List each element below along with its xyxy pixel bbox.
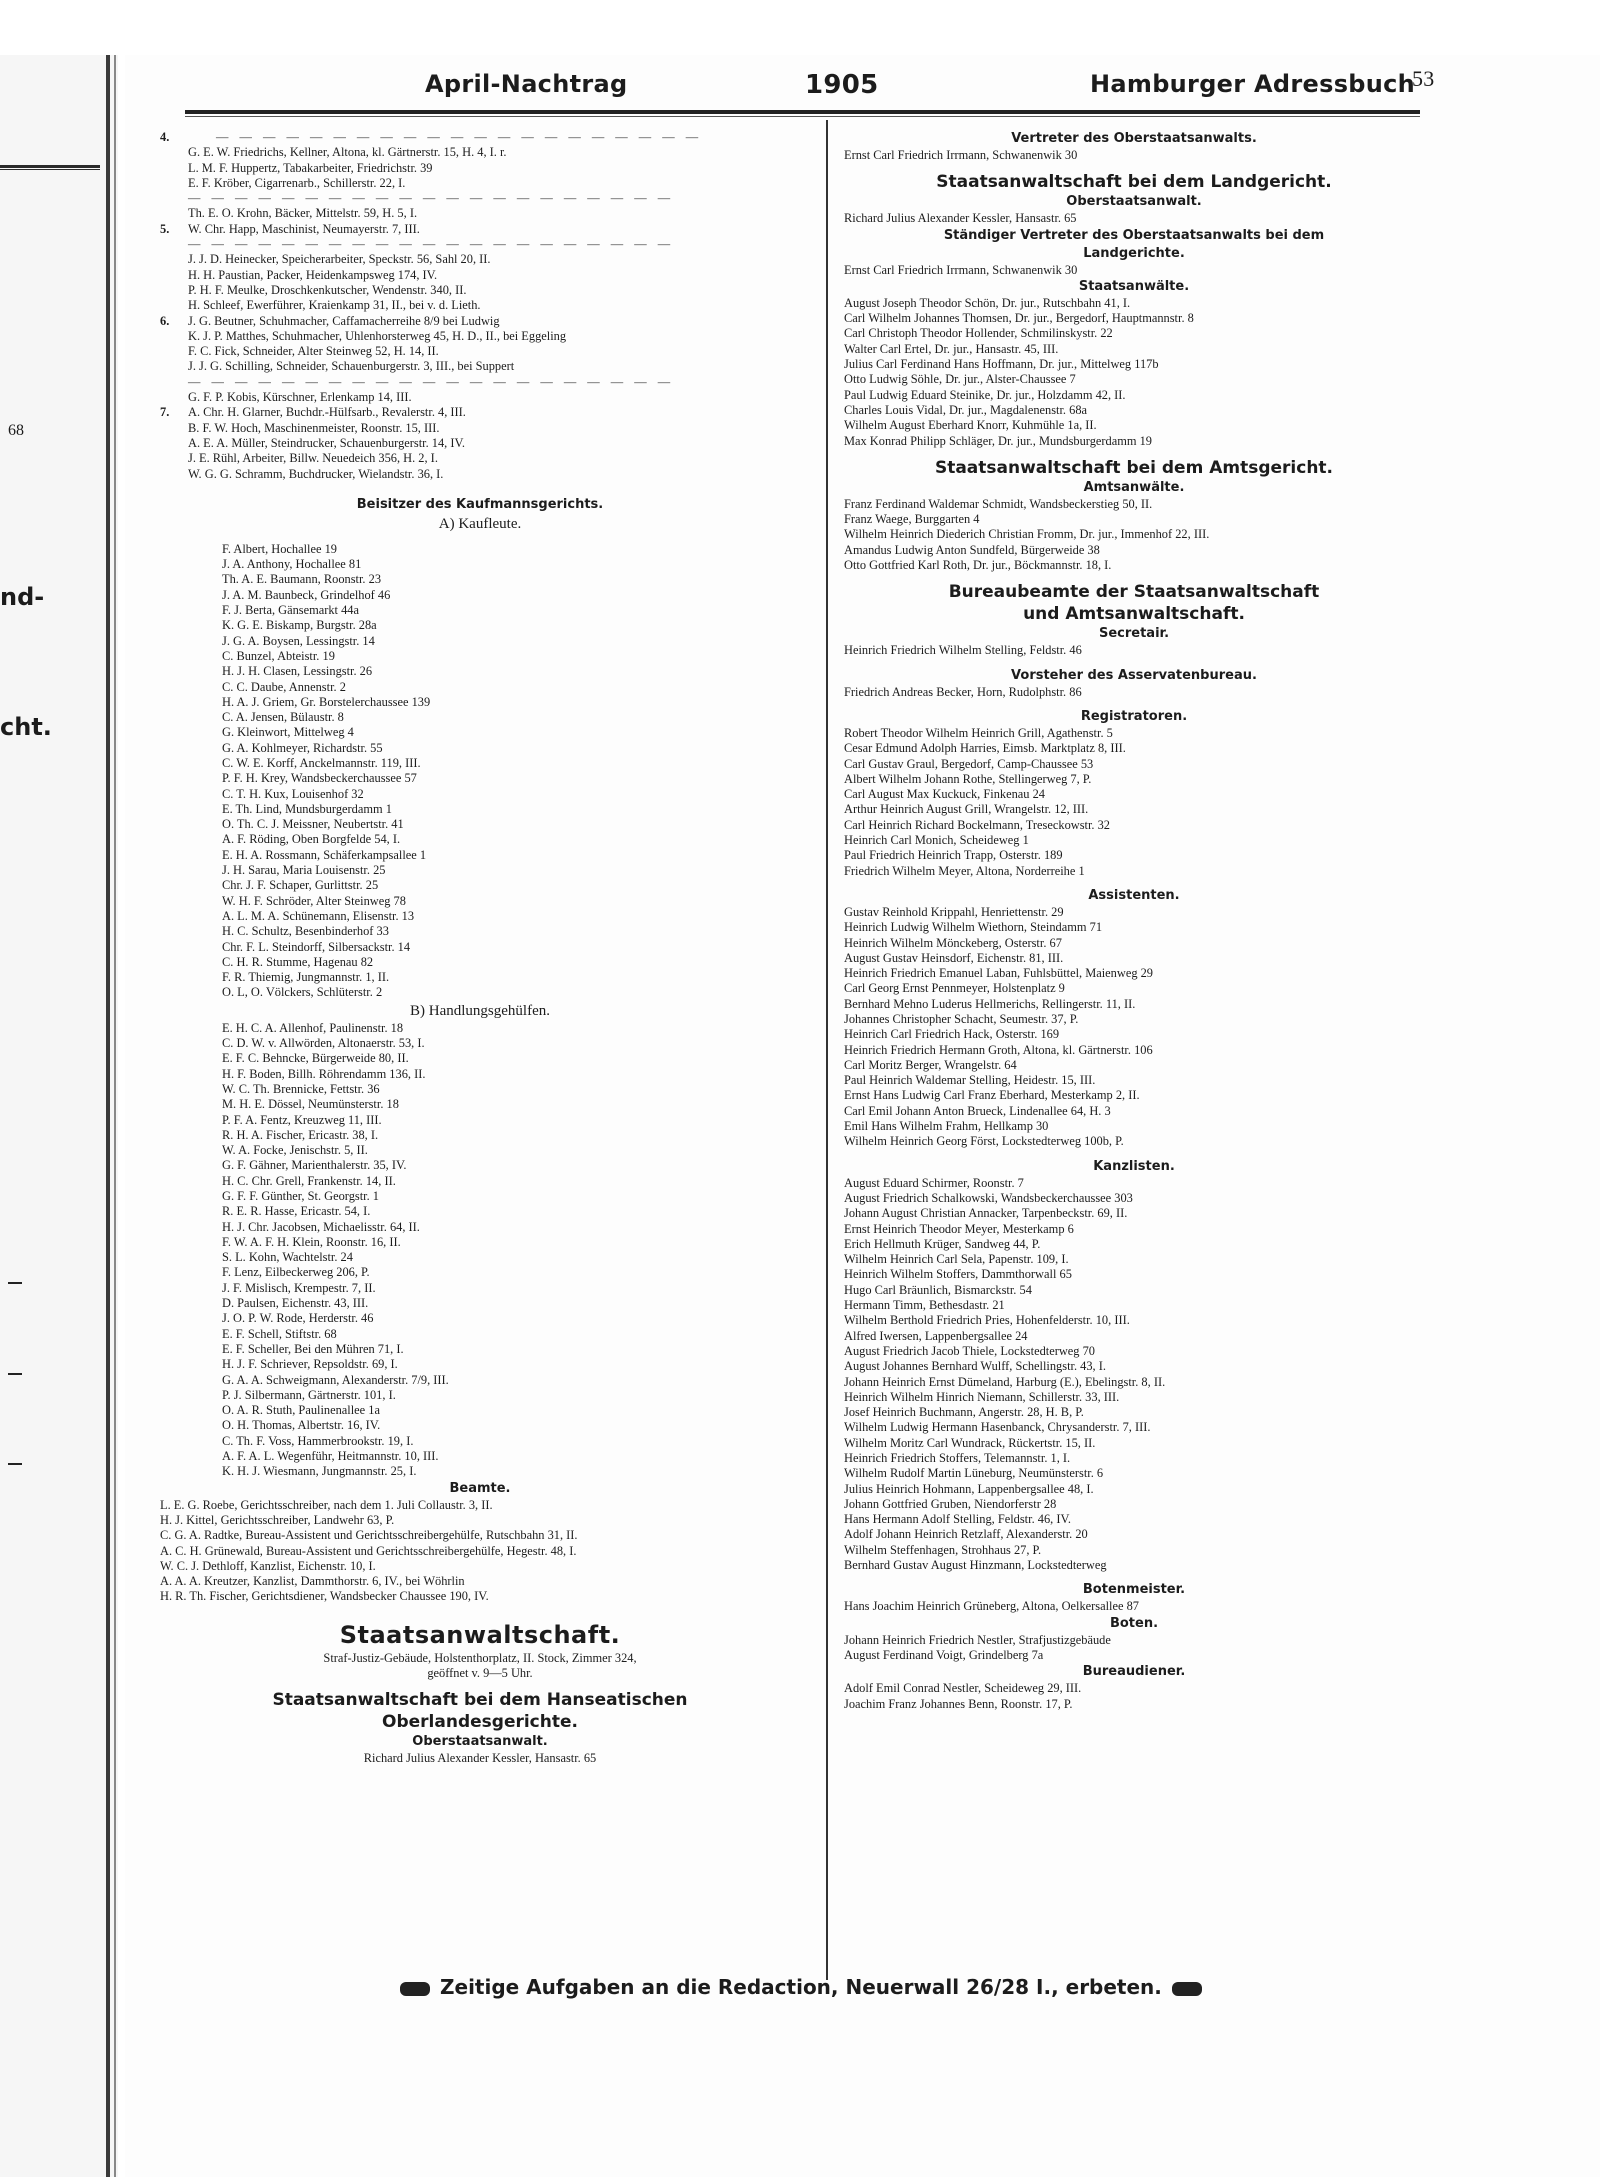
list-item: Adolf Johann Heinrich Retzlaff, Alexanderstr. 20 (844, 1527, 1088, 1542)
list-item: F. Lenz, Eilbeckerweg 206, P. (222, 1265, 370, 1280)
section-heading: Beisitzer des Kaufmannsgerichts. (356, 496, 604, 512)
column-divider (826, 120, 828, 1980)
list-item: G. F. Gähner, Marienthalerstr. 35, IV. (222, 1158, 407, 1173)
page-number: 53 (1412, 66, 1435, 91)
list-item: Heinrich Ludwig Wilhelm Wiethorn, Steindamm 71 (844, 920, 1103, 935)
group-dashes: 4. — — — — — — — — — — — — — — — — — — — — — (160, 130, 703, 144)
list-item: O. L, O. Völckers, Schlüterstr. 2 (222, 985, 383, 1000)
list-item: Heinrich Friedrich Stoffers, Telemannstr. 1, I. (844, 1451, 1071, 1465)
list-item: August Friedrich Jacob Thiele, Lockstedterweg 70 (844, 1343, 1095, 1358)
list (844, 726, 1424, 879)
list-item: G. E. W. Friedrichs, Kellner, Altona, kl. Gärtnerstr. 15, H. 4, I. r. (188, 145, 507, 160)
subsection-heading: Assistenten. (1088, 887, 1180, 903)
left-column (160, 130, 800, 1767)
list-item: C. Bunzel, Abteistr. 19 (222, 648, 335, 663)
list-item: Heinrich Friedrich Emanuel Laban, Fuhlsbüttel, Maienweg 29 (844, 966, 1153, 981)
list-item: H. C. Schultz, Besenbinderhof 33 (222, 924, 389, 939)
list-item: A. E. A. Müller, Steindrucker, Schauenburgerstr. 14, IV. (188, 435, 465, 450)
list-item: Paul Ludwig Eduard Steinike, Dr. jur., Holzdamm 42, II. (844, 387, 1126, 402)
group-number: 7. (160, 405, 170, 420)
separator-dashes: — — — — — — — — — — — — — — — — — — — — — (188, 374, 675, 389)
strip-dash (8, 1282, 22, 1284)
list-item: C. C. Daube, Annenstr. 2 (222, 679, 346, 694)
list-item: Heinrich Wilhelm Mönckeberg, Osterstr. 67 (844, 935, 1062, 950)
list-item: F. W. A. F. H. Klein, Roonstr. 16, II. (222, 1234, 401, 1249)
list-item: Wilhelm August Eberhard Knorr, Kuhmühle 1a, II. (844, 418, 1097, 433)
list-item: Wilhelm Rudolf Martin Lüneburg, Neumünsterstr. 6 (844, 1466, 1104, 1481)
list-item: F. Albert, Hochallee 19 (222, 541, 337, 556)
list-item: Wilhelm Heinrich Georg Först, Lockstedterweg 100b, P. (844, 1134, 1124, 1149)
list-item: H. H. Paustian, Packer, Heidenkampsweg 174, IV. (188, 267, 438, 282)
list-item: Emil Hans Wilhelm Frahm, Hellkamp 30 (844, 1119, 1049, 1134)
pointing-hand-icon (1172, 1982, 1202, 1996)
subsection-heading: Kanzlisten. (1093, 1158, 1175, 1174)
list-item: W. A. Focke, Jenischstr. 5, II. (222, 1143, 368, 1158)
subsection-heading: Boten. (1109, 1615, 1159, 1631)
subsection-heading: Landgerichte. (1083, 245, 1185, 261)
section-heading: Oberlandesgerichte. (382, 1712, 578, 1733)
list (844, 296, 1424, 449)
list-item: August Gustav Heinsdorf, Eichenstr. 81, III. (844, 950, 1064, 965)
list-item: Julius Carl Ferdinand Hans Hoffmann, Dr. jur., Mittelweg 117b (844, 357, 1159, 372)
list-item: B. F. W. Hoch, Maschinenmeister, Roonstr. 15, III. (188, 420, 440, 435)
subsection-heading: Botenmeister. (1082, 1582, 1186, 1598)
list-item: W. C. Th. Brennicke, Fettstr. 36 (222, 1081, 380, 1096)
list-item: August Eduard Schirmer, Roonstr. 7 (844, 1175, 1024, 1190)
list-item: Wilhelm Berthold Friedrich Pries, Hohenfelderstr. 10, III. (844, 1313, 1130, 1328)
list (844, 263, 1424, 278)
list-item: O. Th. C. J. Meissner, Neubertstr. 41 (222, 817, 404, 832)
list-item: Erich Hellmuth Krüger, Sandweg 44, P. (844, 1236, 1041, 1251)
header-rule (185, 116, 1420, 117)
subsection-heading: A) Kaufleute. (438, 515, 522, 532)
section-heading: Staatsanwaltschaft bei dem Landgericht. (936, 172, 1332, 193)
list-item: L. M. F. Huppertz, Tabakarbeiter, Friedrichstr. 39 (188, 160, 433, 175)
list-item: Joachim Franz Johannes Benn, Roonstr. 17, P. (844, 1696, 1073, 1711)
list-item: M. H. E. Dössel, Neumünsterstr. 18 (222, 1097, 399, 1112)
subsection-heading: B) Handlungsgehülfen. (410, 1002, 550, 1019)
list-item: A. F. Röding, Oben Borgfelde 54, I. (222, 832, 401, 847)
subsection-heading: Oberstaatsanwalt. (412, 1734, 548, 1750)
section-heading: Staatsanwaltschaft bei dem Hanseatischen (272, 1690, 688, 1711)
list-item: J. G. A. Boysen, Lessingstr. 14 (222, 633, 375, 648)
list-item: Gustav Reinhold Krippahl, Henriettenstr. 29 (844, 904, 1064, 919)
list (844, 1176, 1424, 1574)
list-item: Bernhard Mehno Luderus Hellmerichs, Rellingerstr. 11, II. (844, 996, 1136, 1011)
strip-dash (8, 1463, 22, 1465)
list (844, 1599, 1424, 1614)
list (844, 1633, 1424, 1664)
list-item: K. J. P. Matthes, Schuhmacher, Uhlenhorsterweg 45, H. D., II., bei Eggeling (188, 328, 567, 343)
list-item: Robert Theodor Wilhelm Heinrich Grill, Agathenstr. 5 (844, 725, 1113, 740)
strip-number: 68 (8, 422, 24, 439)
list-item: Johannes Christopher Schacht, Seumestr. 37, P. (844, 1011, 1079, 1026)
list-item: G. F. F. Günther, St. Georgstr. 1 (222, 1189, 379, 1203)
list-item: Carl Moritz Berger, Wrangelstr. 64 (844, 1057, 1017, 1072)
list-item: H. J. F. Schriever, Repsoldstr. 69, I. (222, 1357, 398, 1372)
list-item: W. C. J. Dethloff, Kanzlist, Eichenstr. 10, I. (160, 1558, 376, 1573)
list-item: Wilhelm Heinrich Carl Sela, Papenstr. 109, I. (844, 1252, 1069, 1267)
list-item: H. C. Chr. Grell, Frankenstr. 14, II. (222, 1173, 396, 1188)
list-item: Wilhelm Heinrich Diederich Christian Fromm, Dr. jur., Immenhof 22, III. (844, 527, 1210, 542)
list-item: A. F. A. L. Wegenführ, Heitmannstr. 10, III. (222, 1449, 439, 1464)
list-item: Carl August Max Kuckuck, Finkenau 24 (844, 787, 1045, 802)
list-item: Paul Friedrich Heinrich Trapp, Osterstr. 189 (844, 848, 1063, 863)
list-item: Johann Gottfried Gruben, Niendorferstr 28 (844, 1496, 1057, 1511)
list-item: Hugo Carl Bräunlich, Bismarckstr. 54 (844, 1282, 1032, 1297)
list-item: Heinrich Friedrich Hermann Groth, Altona, kl. Gärtnerstr. 106 (844, 1042, 1153, 1057)
list-item: J. A. M. Baunbeck, Grindelhof 46 (222, 587, 391, 602)
list-item: Chr. J. F. Schaper, Gurlittstr. 25 (222, 878, 379, 893)
list-item: J. J. D. Heinecker, Speicherarbeiter, Speckstr. 56, Sahl 20, II. (188, 252, 491, 267)
list-item: Josef Heinrich Buchmann, Angerstr. 28, H. B, P. (844, 1405, 1084, 1420)
list-item: A. A. A. Kreutzer, Kanzlist, Dammthorstr. 6, IV., bei Wöhrlin (160, 1574, 465, 1589)
subsection-heading: Staatsanwälte. (1078, 278, 1190, 294)
list-item: C. Th. F. Voss, Hammerbrookstr. 19, I. (222, 1433, 414, 1448)
subsection-heading: Ständiger Vertreter des Oberstaatsanwalts bei dem (943, 227, 1325, 243)
list-item: Johann Heinrich Ernst Dümeland, Harburg (E.), Ebelingstr. 8, II. (844, 1374, 1166, 1389)
list-item: Carl Georg Ernst Pennmeyer, Holstenplatz 9 (844, 981, 1065, 996)
list-item: J. J. G. Schilling, Schneider, Schauenburgerstr. 3, III., bei Suppert (188, 359, 515, 374)
list-item: August Ferdinand Voigt, Grindelberg 7a (844, 1647, 1044, 1662)
list-item: H. J. Kittel, Gerichtsschreiber, Landwehr 63, P. (160, 1512, 395, 1527)
list-item: Heinrich Wilhelm Stoffers, Dammthorwall 65 (844, 1267, 1072, 1282)
list-item: C. G. A. Radtke, Bureau-Assistent und Gerichtsschreibergehülfe, Rutschbahn 31, II. (160, 1528, 578, 1543)
subsection-heading: Amtsanwälte. (1083, 479, 1185, 495)
list-item: C. T. H. Kux, Louisenhof 32 (222, 786, 364, 801)
list-item: J. A. Anthony, Hochallee 81 (222, 557, 362, 572)
section-heading: Beamte. (449, 1480, 511, 1496)
list-item: Richard Julius Alexander Kessler, Hansastr. 65 (363, 1751, 597, 1766)
list (160, 145, 800, 191)
list-item: Charles Louis Vidal, Dr. jur., Magdalenenstr. 68a (844, 402, 1088, 417)
list-item: Arthur Heinrich August Grill, Wrangelstr. 12, III. (844, 802, 1089, 817)
group-number: 5. (160, 221, 170, 236)
list-item: H. Schleef, Ewerführer, Kraienkamp 31, II., bei v. d. Lieth. (188, 298, 481, 313)
list-item: Wilhelm Moritz Carl Wundrack, Rückertstr. 15, II. (844, 1435, 1096, 1450)
list-item: G. A. A. Schweigmann, Alexanderstr. 7/9, III. (222, 1372, 449, 1387)
list-item: Carl Gustav Graul, Bergedorf, Camp-Chaussee 53 (844, 756, 1094, 771)
section-note: Straf-Justiz-Gebäude, Holstenthorplatz, II. Stock, Zimmer 324, (323, 1650, 637, 1665)
group-number: 4. (160, 130, 170, 144)
list-item: Otto Ludwig Söhle, Dr. jur., Alster-Chaussee 7 (844, 372, 1076, 387)
list (844, 685, 1424, 700)
section-heading: Bureaubeamte der Staatsanwaltschaft (948, 582, 1320, 603)
list (844, 905, 1424, 1150)
list-item: 5. W. Chr. Happ, Maschinist, Neumayerstr. 7, III. (160, 221, 420, 236)
list-item: Cesar Edmund Adolph Harries, Eimsb. Marktplatz 8, III. (844, 741, 1126, 756)
page-fold-line (106, 55, 110, 2177)
list-item: E. F. Kröber, Cigarrenarb., Schillerstr. 22, I. (188, 175, 406, 190)
list-item: August Johannes Bernhard Wulff, Schellingstr. 43, I. (844, 1359, 1106, 1374)
list-item: Richard Julius Alexander Kessler, Hansastr. 65 (844, 211, 1077, 226)
section-heading: Staatsanwaltschaft bei dem Amtsgericht. (934, 457, 1334, 478)
list-item: C. A. Jensen, Bülaustr. 8 (222, 710, 344, 725)
subsection-heading: Vorsteher des Asservatenbureau. (1011, 667, 1257, 683)
list-item: R. E. R. Hasse, Ericastr. 54, I. (222, 1204, 371, 1219)
list-item: W. G. G. Schramm, Buchdrucker, Wielandstr. 36, I. (188, 466, 444, 481)
subsection-heading: Oberstaatsanwalt. (1066, 194, 1202, 210)
list-item: Bernhard Gustav August Hinzmann, Lockstedterweg (844, 1558, 1107, 1573)
subsection-heading: Vertreter des Oberstaatsanwalts. (1011, 131, 1257, 146)
header-rule (185, 110, 1420, 114)
list-item: Carl Wilhelm Johannes Thomsen, Dr. jur., Bergedorf, Hauptmannstr. 8 (844, 311, 1194, 326)
list-item: P. H. F. Meulke, Droschkenkutscher, Wendenstr. 340, II. (188, 282, 467, 297)
header-year: 1905 (805, 70, 879, 100)
list-item: H. A. J. Griem, Gr. Borstelerchaussee 139 (222, 694, 431, 709)
list-item: Heinrich Carl Monich, Scheideweg 1 (844, 833, 1029, 848)
list-item: P. F. H. Krey, Wandsbeckerchaussee 57 (222, 771, 417, 786)
list-item: Hans Joachim Heinrich Grüneberg, Altona, Oelkersallee 87 (844, 1599, 1139, 1614)
list-item: 7. A. Chr. H. Glarner, Buchdr.-Hülfsarb., Revalerstr. 4, III. (160, 405, 466, 420)
list (844, 148, 1424, 163)
list-item: J. E. Rühl, Arbeiter, Billw. Neuedeich 356, H. 2, I. (188, 451, 438, 466)
list-item: Hans Hermann Adolf Stelling, Feldstr. 46, IV. (844, 1512, 1071, 1527)
footer-notice: Zeitige Aufgaben an die Redaction, Neuerwall 26/28 I., erbeten. (440, 1975, 1162, 1999)
strip-rule (0, 165, 100, 168)
strip-fragment: nd- (0, 583, 45, 611)
list-item: H. J. H. Clasen, Lessingstr. 26 (222, 664, 373, 679)
list (160, 1021, 800, 1480)
section-heading: und Amtsanwaltschaft. (1023, 604, 1245, 625)
list-item: E. Th. Lind, Mundsburgerdamm 1 (222, 801, 392, 816)
list-item: E. F. Schell, Stiftstr. 68 (222, 1326, 337, 1341)
section-title: Staatsanwaltschaft. (339, 1620, 621, 1649)
right-column (844, 130, 1424, 1712)
separator-dashes: — — — — — — — — — — — — — — — — — — — — — (188, 237, 675, 252)
list-item: Ernst Hans Ludwig Carl Franz Eberhard, Mesterkamp 2, II. (844, 1088, 1140, 1103)
list-item: Johann Heinrich Friedrich Nestler, Strafjustizgebäude (844, 1632, 1111, 1647)
list (844, 643, 1424, 658)
list-item: E. H. C. A. Allenhof, Paulinenstr. 18 (222, 1020, 404, 1035)
pointing-hand-icon (400, 1982, 430, 1996)
list-item: O. A. R. Stuth, Paulinenallee 1a (222, 1403, 380, 1418)
list (844, 1681, 1424, 1712)
list-item: R. H. A. Fischer, Ericastr. 38, I. (222, 1127, 379, 1142)
list-item: August Joseph Theodor Schön, Dr. jur., Rutschbahn 41, I. (844, 295, 1131, 310)
list-item: Wilhelm Ludwig Hermann Hasenbanck, Chrysanderstr. 7, III. (844, 1420, 1151, 1435)
separator-dashes: — — — — — — — — — — — — — — — — — — — — — (188, 191, 675, 206)
list-item: Max Konrad Philipp Schläger, Dr. jur., Mundsburgerdamm 19 (844, 433, 1152, 448)
group-number: 6. (160, 313, 170, 328)
list-item: Th. A. E. Baumann, Roonstr. 23 (222, 572, 382, 587)
adjacent-page-strip (0, 55, 118, 2177)
list-item: A. L. M. A. Schünemann, Elisenstr. 13 (222, 908, 415, 923)
list-item: G. A. Kohlmeyer, Richardstr. 55 (222, 740, 383, 755)
list-item: H. J. Chr. Jacobsen, Michaelisstr. 64, II. (222, 1219, 420, 1234)
list-item: J. H. Sarau, Maria Louisenstr. 25 (222, 863, 386, 878)
list-item: Adolf Emil Conrad Nestler, Scheideweg 29, III. (844, 1681, 1082, 1696)
list-item: H. F. Boden, Billh. Röhrendamm 136, II. (222, 1066, 426, 1081)
list-item: August Friedrich Schalkowski, Wandsbeckerchaussee 303 (844, 1190, 1133, 1205)
scan-top-margin (0, 0, 1600, 55)
list-item: Carl Christoph Theodor Hollender, Schmilinskystr. 22 (844, 326, 1113, 341)
list-item: G. F. P. Kobis, Kürschner, Erlenkamp 14, III. (188, 390, 412, 405)
list-item: Heinrich Wilhelm Hinrich Niemann, Schillerstr. 33, III. (844, 1389, 1120, 1404)
list-item: P. F. A. Fentz, Kreuzweg 11, III. (222, 1112, 382, 1127)
list-item: Alfred Iwersen, Lappenbergsallee 24 (844, 1328, 1028, 1343)
list (160, 390, 800, 405)
list-item: C. D. W. v. Allwörden, Altonaerstr. 53, I. (222, 1036, 425, 1051)
list-item: Friedrich Wilhelm Meyer, Altona, Norderreihe 1 (844, 863, 1085, 878)
list-item: Chr. F. L. Steindorff, Silbersackstr. 14 (222, 939, 411, 954)
list-item: K. H. J. Wiesmann, Jungmannstr. 25, I. (222, 1464, 417, 1479)
list-item: A. C. H. Grünewald, Bureau-Assistent und Gerichtsschreibergehülfe, Hegestr. 48, I. (160, 1543, 577, 1558)
list-item: E. H. A. Rossmann, Schäferkampsallee 1 (222, 847, 427, 862)
page-footer (390, 1975, 1340, 2005)
list-item: Johann August Christian Annacker, Tarpenbeckstr. 69, II. (844, 1206, 1128, 1221)
header-section: April-Nachtrag (425, 70, 628, 98)
list-item: Paul Heinrich Waldemar Stelling, Heidestr. 15, III. (844, 1073, 1096, 1088)
strip-fragment: cht. (0, 713, 52, 741)
list-item: Carl Emil Johann Anton Brueck, Lindenallee 64, H. 3 (844, 1103, 1111, 1118)
list-item: F. J. Berta, Gänsemarkt 44a (222, 603, 359, 618)
list-item: Carl Heinrich Richard Bockelmann, Treseckowstr. 32 (844, 817, 1111, 832)
header-title: Hamburger Adressbuch (1090, 70, 1416, 98)
list-item: Heinrich Carl Friedrich Hack, Osterstr. 169 (844, 1027, 1060, 1042)
list-item: G. Kleinwort, Mittelweg 4 (222, 725, 354, 740)
subsection-heading: Registratoren. (1080, 708, 1188, 724)
list-item: Julius Heinrich Hohmann, Lappenbergsallee 48, I. (844, 1481, 1094, 1496)
subsection-heading: Secretair. (1098, 626, 1170, 642)
list (160, 252, 800, 313)
list-item: O. H. Thomas, Albertstr. 16, IV. (222, 1418, 381, 1433)
list-item: K. G. E. Biskamp, Burgstr. 28a (222, 618, 377, 633)
page-fold-line (114, 55, 116, 2177)
list-item: L. E. G. Roebe, Gerichtsschreiber, nach dem 1. Juli Collaustr. 3, II. (160, 1497, 493, 1512)
list-item: Wilhelm Steffenhagen, Strohhaus 27, P. (844, 1542, 1042, 1557)
list-item: J. F. Mislisch, Krempestr. 7, II. (222, 1280, 376, 1295)
list (160, 206, 800, 221)
list (160, 542, 800, 1001)
list-item: Th. E. O. Krohn, Bäcker, Mittelstr. 59, H. 5, I. (188, 206, 418, 221)
list-item: C. H. R. Stumme, Hagenau 82 (222, 954, 374, 969)
list-item: W. H. F. Schröder, Alter Steinweg 78 (222, 893, 406, 908)
list-item: Heinrich Friedrich Wilhelm Stelling, Feldstr. 46 (844, 643, 1082, 658)
list (844, 211, 1424, 226)
list-item: Franz Waege, Burggarten 4 (844, 512, 980, 527)
strip-dash (8, 1373, 22, 1375)
list-item: Walter Carl Ertel, Dr. jur., Hansastr. 45, III. (844, 341, 1059, 356)
list-item: Hermann Timm, Bethesdastr. 21 (844, 1298, 1005, 1313)
list-item: Franz Ferdinand Waldemar Schmidt, Wandsbeckerstieg 50, II. (844, 496, 1153, 511)
strip-rule (0, 169, 100, 170)
list-item: Otto Gottfried Karl Roth, Dr. jur., Böckmannstr. 18, I. (844, 558, 1112, 573)
list-item: Ernst Carl Friedrich Irrmann, Schwanenwik 30 (844, 262, 1078, 277)
list-item: Albert Wilhelm Johann Rothe, Stellingerweg 7, P. (844, 771, 1092, 786)
list-item: C. W. E. Korff, Anckelmannstr. 119, III. (222, 755, 421, 770)
list-item: E. F. C. Behncke, Bürgerweide 80, II. (222, 1051, 409, 1066)
list-item: Ernst Carl Friedrich Irrmann, Schwanenwik 30 (844, 148, 1078, 162)
list-item: E. F. Scheller, Bei den Mühren 71, I. (222, 1341, 404, 1356)
subsection-heading: Bureaudiener. (1082, 1664, 1186, 1680)
page-header (300, 66, 1485, 110)
list-item: H. R. Th. Fischer, Gerichtsdiener, Wandsbecker Chaussee 190, IV. (160, 1589, 489, 1604)
list-item: F. R. Thiemig, Jungmannstr. 1, II. (222, 970, 390, 985)
section-note: geöffnet v. 9—5 Uhr. (427, 1666, 533, 1681)
list-item: F. C. Fick, Schneider, Alter Steinweg 52, H. 14, II. (188, 344, 439, 359)
list (844, 497, 1424, 573)
list-item: Friedrich Andreas Becker, Horn, Rudolphstr. 86 (844, 684, 1082, 699)
list-item: 6. J. G. Beutner, Schuhmacher, Caffamacherreihe 8/9 bei Ludwig (160, 313, 500, 328)
list-item: J. O. P. W. Rode, Herderstr. 46 (222, 1311, 374, 1326)
list-item: Amandus Ludwig Anton Sundfeld, Bürgerweide 38 (844, 542, 1100, 557)
list-item: P. J. Silbermann, Gärtnerstr. 101, I. (222, 1387, 396, 1402)
list-item: Ernst Heinrich Theodor Meyer, Mesterkamp 6 (844, 1221, 1074, 1236)
list (160, 1498, 800, 1605)
list-item: D. Paulsen, Eichenstr. 43, III. (222, 1296, 369, 1311)
list-item: S. L. Kohn, Wachtelstr. 24 (222, 1250, 353, 1265)
